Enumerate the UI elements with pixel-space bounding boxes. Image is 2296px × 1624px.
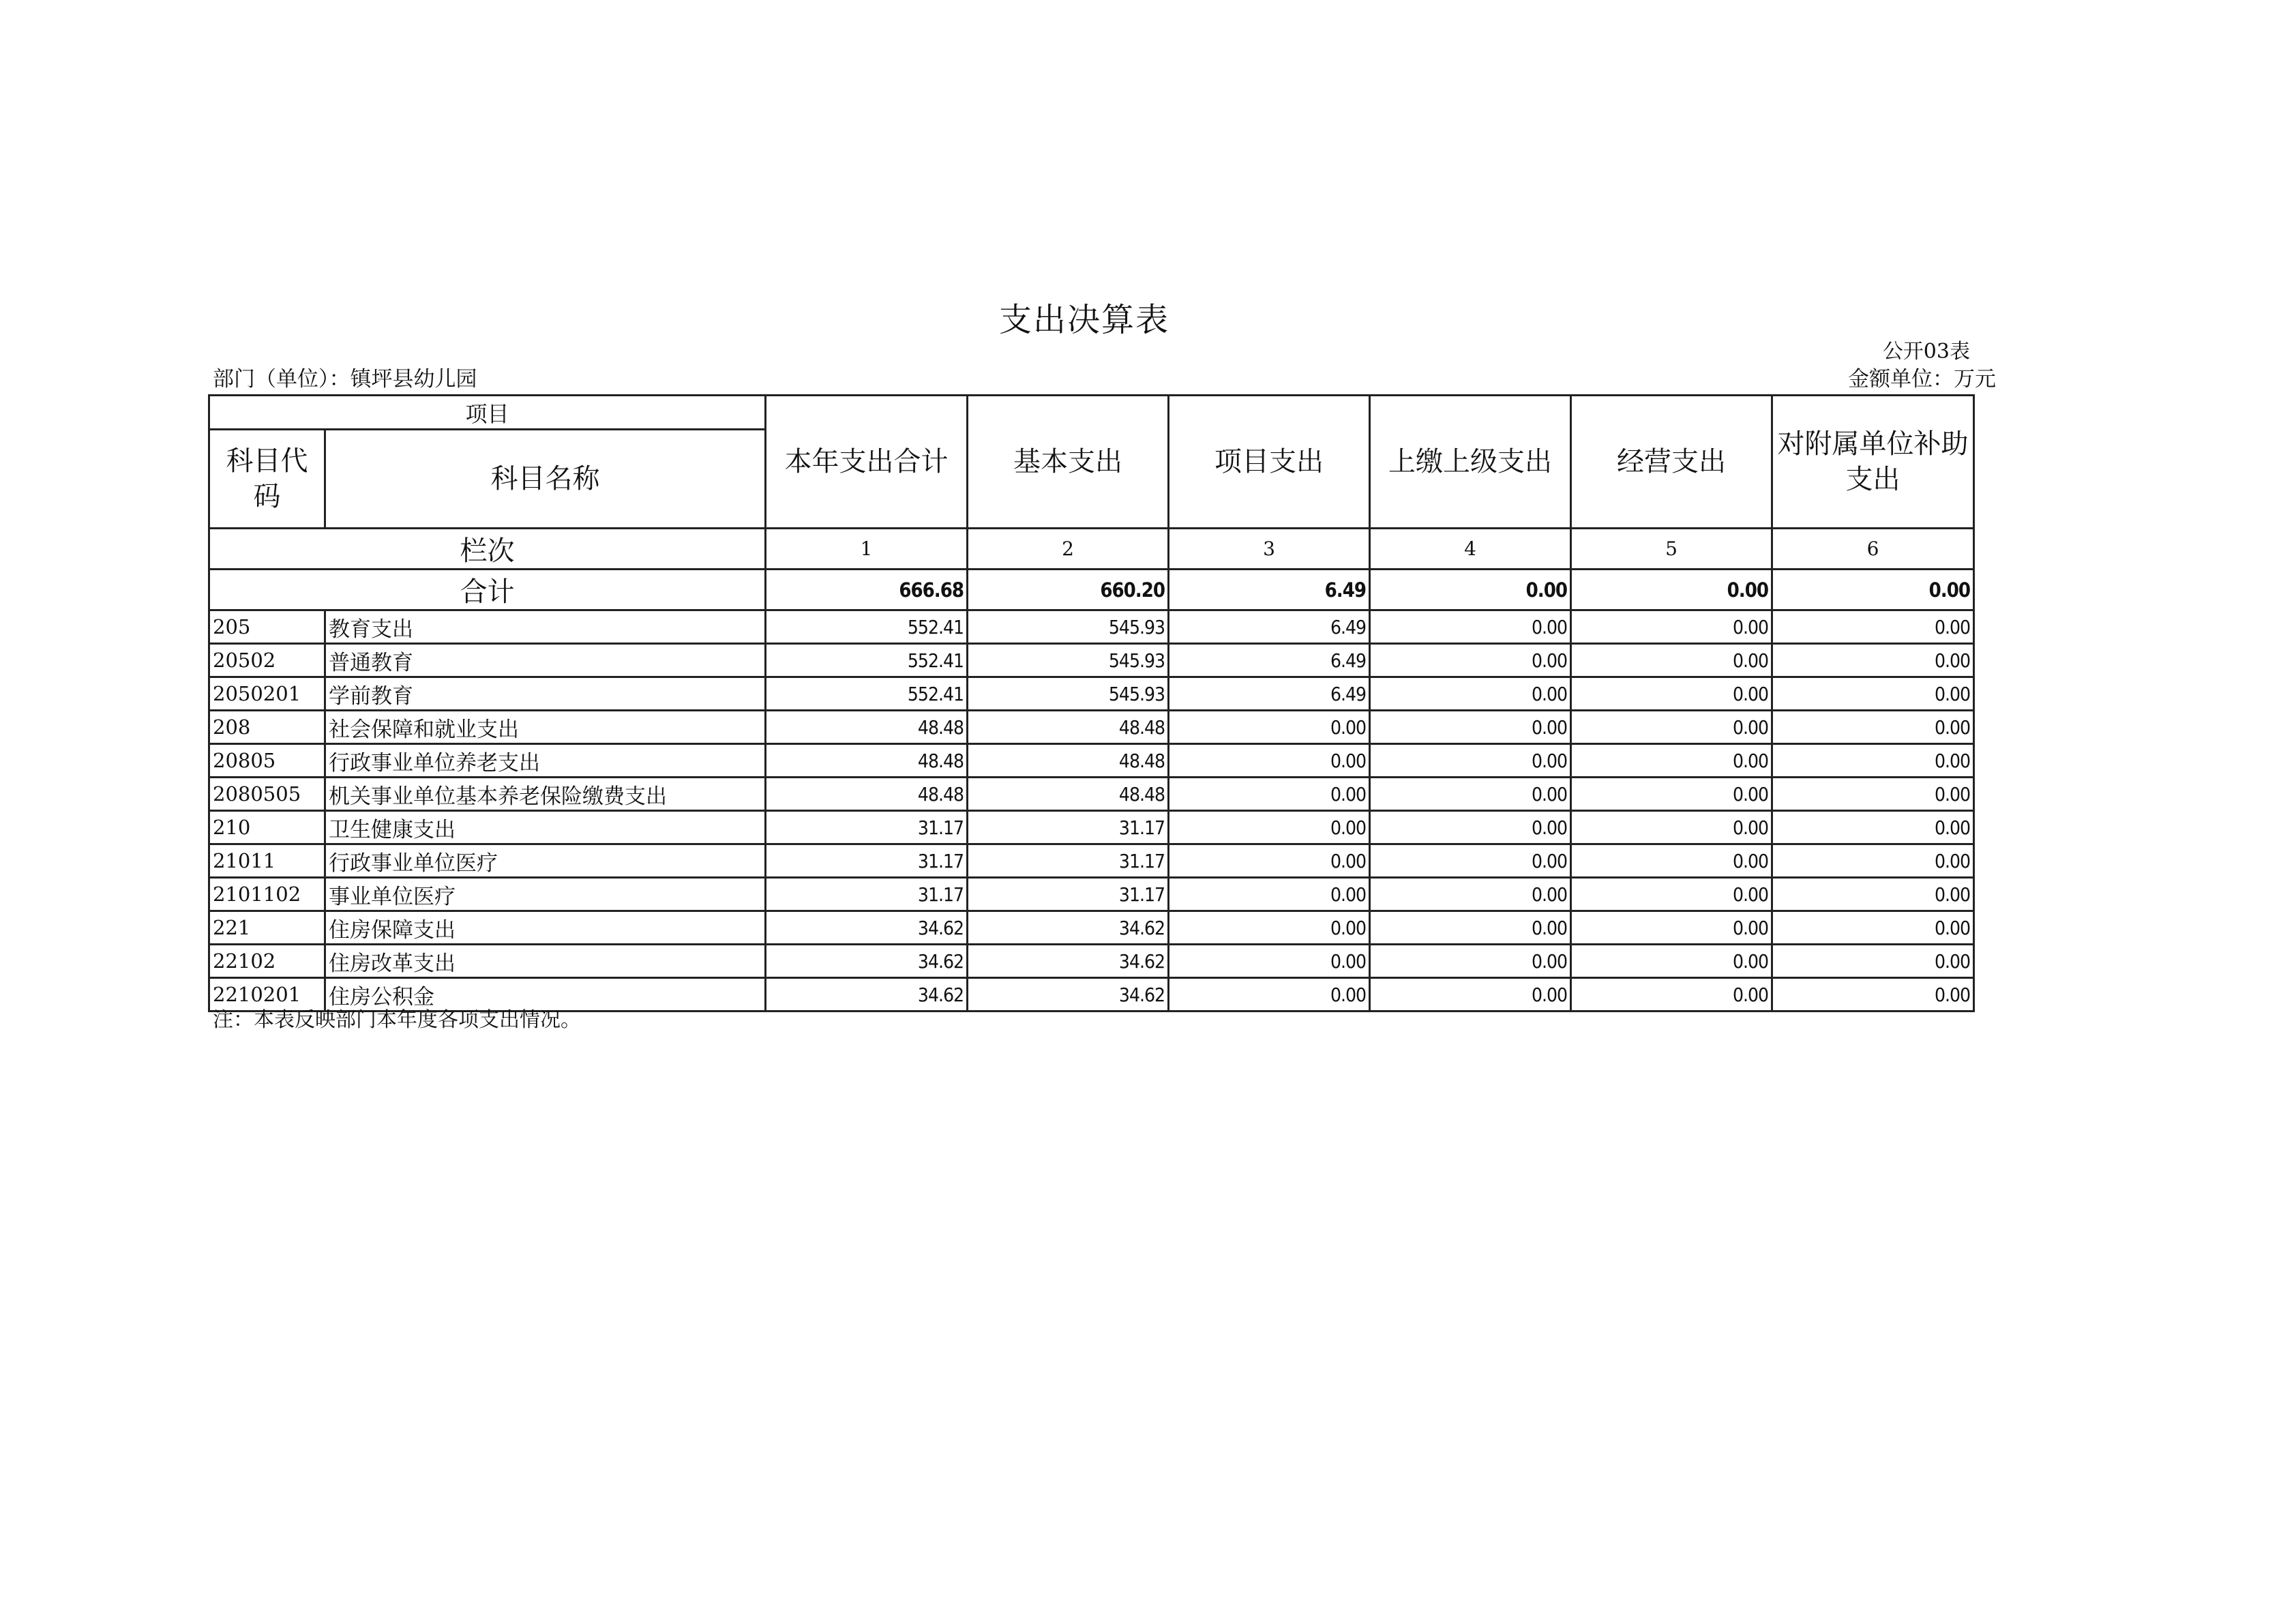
subject-name: 卫生健康支出: [325, 811, 766, 844]
table-row: [209, 844, 1974, 878]
total-value: 660.20: [968, 570, 1169, 610]
amount-cell: 0.00: [1571, 945, 1772, 978]
amount-cell: 0.00: [1169, 744, 1370, 778]
amount-cell: 0.00: [1772, 644, 1974, 677]
amount-cell: 6.49: [1169, 610, 1370, 644]
subject-code: 21011: [209, 844, 325, 878]
subject-code: 2080505: [209, 778, 325, 811]
total-value: 0.00: [1571, 570, 1772, 610]
amount-cell: 0.00: [1772, 911, 1974, 945]
amount-cell: 6.49: [1169, 644, 1370, 677]
subject-name: 住房保障支出: [325, 911, 766, 945]
subject-code: 2050201: [209, 677, 325, 711]
amount-cell: 0.00: [1370, 778, 1571, 811]
table-row: [209, 778, 1974, 811]
header-col-subsidy: 对附属单位补助支出: [1772, 396, 1974, 529]
subject-code: 205: [209, 610, 325, 644]
subject-name: 机关事业单位基本养老保险缴费支出: [325, 778, 766, 811]
amount-cell: 0.00: [1772, 878, 1974, 911]
amount-cell: 34.62: [766, 978, 968, 1012]
column-number: 3: [1169, 529, 1370, 570]
amount-cell: 0.00: [1370, 978, 1571, 1012]
amount-cell: 0.00: [1370, 744, 1571, 778]
subject-name: 事业单位医疗: [325, 878, 766, 911]
footnote: 注：本表反映部门本年度各项支出情况。: [213, 1008, 581, 1032]
amount-cell: 31.17: [766, 811, 968, 844]
amount-cell: 0.00: [1571, 610, 1772, 644]
amount-cell: 31.17: [968, 878, 1169, 911]
total-value: 6.49: [1169, 570, 1370, 610]
amount-cell: 34.62: [968, 945, 1169, 978]
table-row: [209, 744, 1974, 778]
amount-cell: 0.00: [1169, 978, 1370, 1012]
subject-code: 2101102: [209, 878, 325, 911]
amount-cell: 0.00: [1370, 610, 1571, 644]
table-row: [209, 677, 1974, 711]
amount-cell: 545.93: [968, 677, 1169, 711]
amount-cell: 0.00: [1571, 778, 1772, 811]
amount-cell: 0.00: [1772, 778, 1974, 811]
department-label: 部门（单位）：镇坪县幼儿园: [213, 367, 477, 392]
total-value: 0.00: [1772, 570, 1974, 610]
amount-cell: 545.93: [968, 644, 1169, 677]
subject-code: 221: [209, 911, 325, 945]
amount-cell: 0.00: [1571, 878, 1772, 911]
total-row: [209, 570, 1974, 610]
amount-cell: 0.00: [1772, 811, 1974, 844]
table-row: [209, 610, 1974, 644]
amount-cell: 0.00: [1169, 911, 1370, 945]
amount-cell: 48.48: [766, 778, 968, 811]
amount-cell: 0.00: [1370, 945, 1571, 978]
amount-cell: 552.41: [766, 610, 968, 644]
amount-cell: 0.00: [1169, 945, 1370, 978]
total-value: 0.00: [1370, 570, 1571, 610]
table-row: [209, 644, 1974, 677]
amount-cell: 31.17: [766, 844, 968, 878]
amount-cell: 0.00: [1370, 811, 1571, 844]
header-col-operating: 经营支出: [1571, 396, 1772, 529]
subject-name: 学前教育: [325, 677, 766, 711]
table-row: [209, 878, 1974, 911]
amount-cell: 0.00: [1571, 677, 1772, 711]
amount-cell: 0.00: [1370, 844, 1571, 878]
amount-cell: 34.62: [968, 978, 1169, 1012]
column-number: 4: [1370, 529, 1571, 570]
page-title: 支出决算表: [998, 301, 1169, 339]
column-number: 5: [1571, 529, 1772, 570]
header-code: 科目代码: [209, 430, 325, 529]
header-col-project: 项目支出: [1169, 396, 1370, 529]
amount-cell: 0.00: [1571, 644, 1772, 677]
column-number: 2: [968, 529, 1169, 570]
amount-cell: 0.00: [1370, 711, 1571, 744]
amount-cell: 0.00: [1370, 878, 1571, 911]
amount-cell: 6.49: [1169, 677, 1370, 711]
total-label: 合计: [209, 570, 766, 610]
subject-code: 208: [209, 711, 325, 744]
amount-cell: 34.62: [766, 945, 968, 978]
subject-name: 社会保障和就业支出: [325, 711, 766, 744]
amount-cell: 34.62: [968, 911, 1169, 945]
subject-code: 20805: [209, 744, 325, 778]
subject-name: 普通教育: [325, 644, 766, 677]
header-col-total: 本年支出合计: [766, 396, 968, 529]
subject-name: 行政事业单位养老支出: [325, 744, 766, 778]
amount-cell: 0.00: [1370, 644, 1571, 677]
amount-cell: 48.48: [968, 711, 1169, 744]
amount-cell: 0.00: [1169, 878, 1370, 911]
expenditure-table: [208, 394, 1975, 1012]
amount-cell: 34.62: [766, 911, 968, 945]
header-col-upper: 上缴上级支出: [1370, 396, 1571, 529]
amount-cell: 0.00: [1370, 677, 1571, 711]
amount-cell: 552.41: [766, 677, 968, 711]
subject-code: 2210201: [209, 978, 325, 1012]
subject-code: 20502: [209, 644, 325, 677]
amount-cell: 48.48: [766, 744, 968, 778]
total-value: 666.68: [766, 570, 968, 610]
amount-cell: 0.00: [1772, 978, 1974, 1012]
amount-cell: 545.93: [968, 610, 1169, 644]
amount-cell: 31.17: [968, 844, 1169, 878]
column-label: 栏次: [209, 529, 766, 570]
column-number: 6: [1772, 529, 1974, 570]
header-col-basic: 基本支出: [968, 396, 1169, 529]
table-row: [209, 711, 1974, 744]
subject-code: 22102: [209, 945, 325, 978]
amount-cell: 552.41: [766, 644, 968, 677]
amount-cell: 0.00: [1571, 844, 1772, 878]
amount-unit-label: 金额单位：万元: [1848, 367, 1996, 392]
amount-cell: 48.48: [968, 744, 1169, 778]
form-number: 公开03表: [1882, 340, 1970, 364]
amount-cell: 0.00: [1370, 911, 1571, 945]
amount-cell: 0.00: [1169, 811, 1370, 844]
table-row: [209, 811, 1974, 844]
subject-name: 教育支出: [325, 610, 766, 644]
table-row: [209, 945, 1974, 978]
amount-cell: 0.00: [1169, 711, 1370, 744]
subject-name: 住房公积金: [325, 978, 766, 1012]
header-item: 项目: [209, 396, 766, 430]
amount-cell: 0.00: [1571, 744, 1772, 778]
amount-cell: 0.00: [1169, 778, 1370, 811]
amount-cell: 31.17: [968, 811, 1169, 844]
amount-cell: 0.00: [1571, 978, 1772, 1012]
amount-cell: 0.00: [1571, 911, 1772, 945]
amount-cell: 0.00: [1571, 811, 1772, 844]
amount-cell: 0.00: [1772, 744, 1974, 778]
table-row: [209, 911, 1974, 945]
amount-cell: 48.48: [766, 711, 968, 744]
amount-cell: 48.48: [968, 778, 1169, 811]
amount-cell: 0.00: [1571, 711, 1772, 744]
amount-cell: 0.00: [1772, 610, 1974, 644]
amount-cell: 0.00: [1772, 945, 1974, 978]
amount-cell: 31.17: [766, 878, 968, 911]
amount-cell: 0.00: [1772, 677, 1974, 711]
column-number: 1: [766, 529, 968, 570]
amount-cell: 0.00: [1772, 711, 1974, 744]
subject-code: 210: [209, 811, 325, 844]
amount-cell: 0.00: [1772, 844, 1974, 878]
subject-name: 行政事业单位医疗: [325, 844, 766, 878]
header-name: 科目名称: [325, 430, 766, 529]
amount-cell: 0.00: [1169, 844, 1370, 878]
subject-name: 住房改革支出: [325, 945, 766, 978]
